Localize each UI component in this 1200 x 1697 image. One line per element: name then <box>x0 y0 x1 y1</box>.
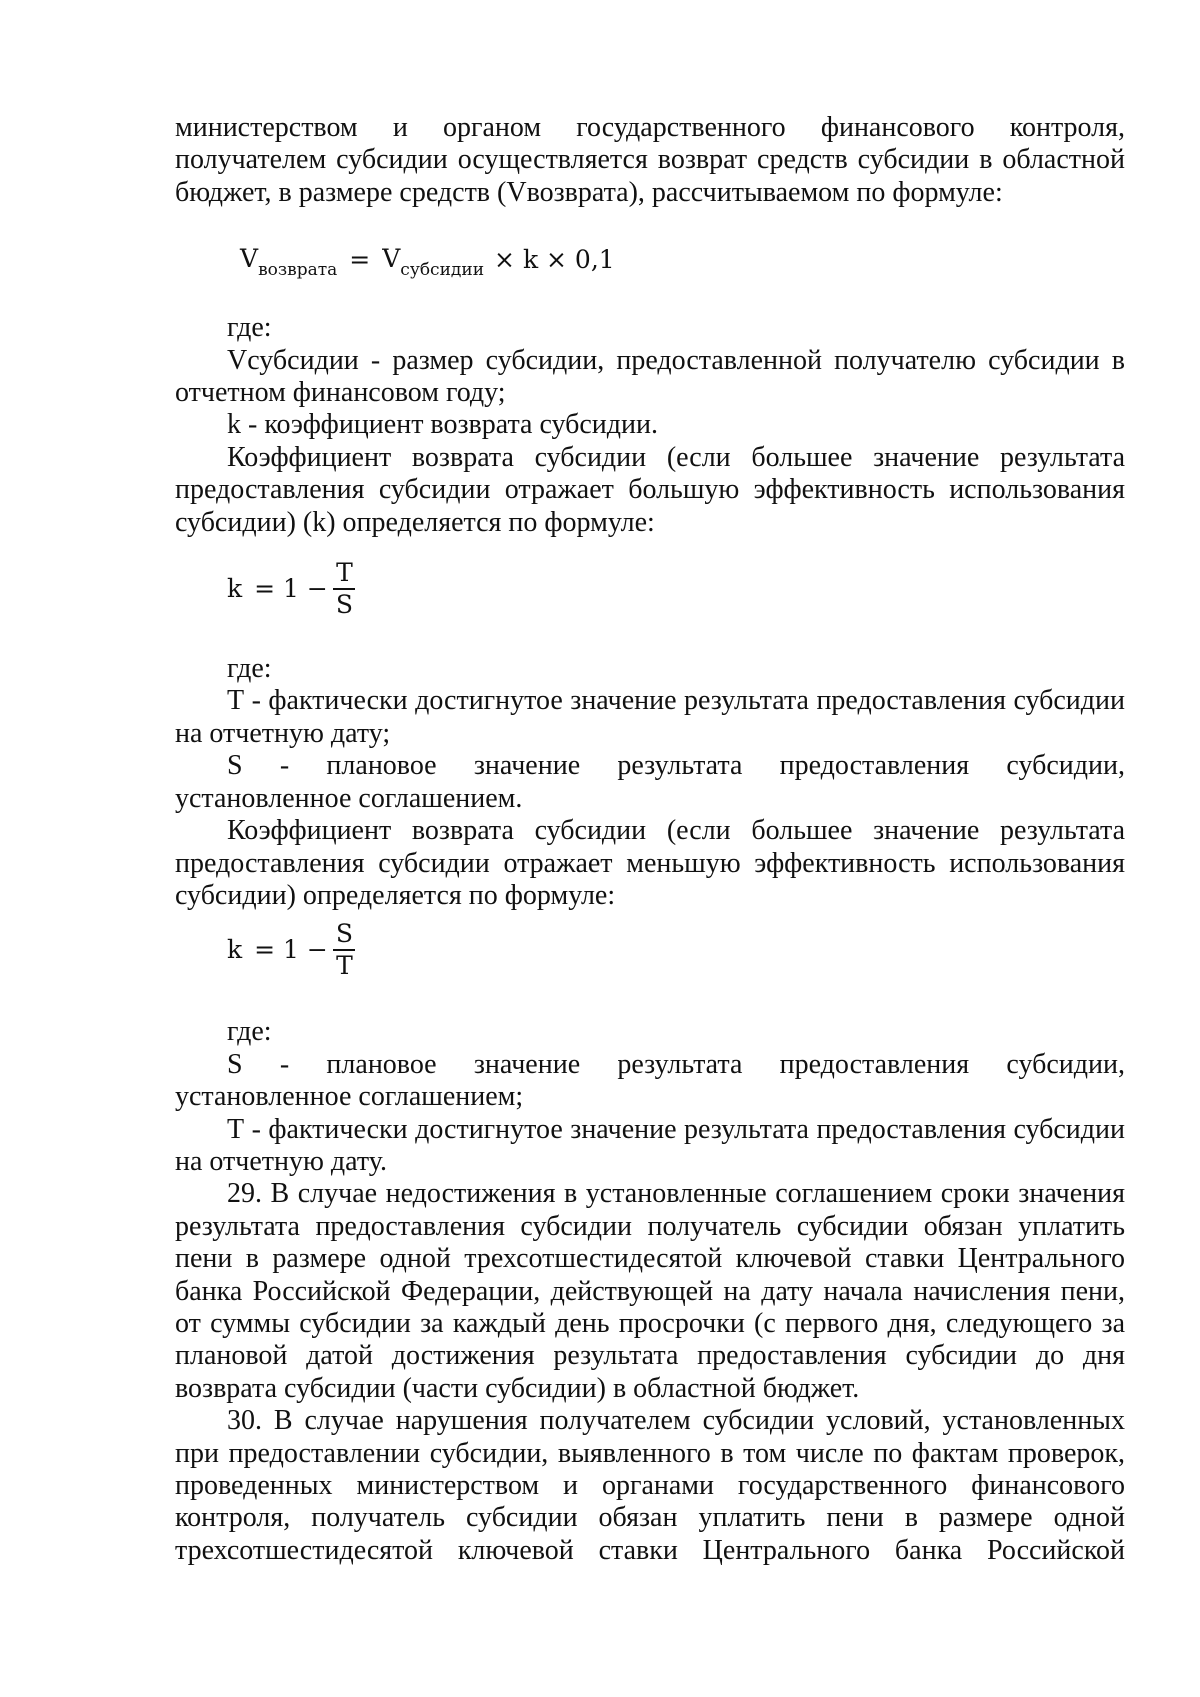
formula-k-s-over-t <box>175 914 1125 986</box>
document-page <box>175 112 1125 1567</box>
where-label: где: <box>227 312 272 344</box>
paragraph-s-definition: S - плановое значение результата предоставления субсидии, установленное соглашением. <box>175 750 1125 814</box>
formula-one-minus: = 1 − <box>254 935 328 965</box>
fraction-t-over-s <box>332 558 357 620</box>
formula-return-volume <box>175 242 1125 278</box>
fraction-s-over-t <box>332 919 357 981</box>
paragraph-coefficient-greater-effect: Коэффициент возврата субсидии (если большее значение результата предоставления субсидии отражает большую эффективность использования субсидии) (k) определяется по формуле: <box>175 441 1125 538</box>
paragraph-return-intro: министерством и органом государственного финансового контроля, получателем субсидии осуществляется возврат средств субсидии в областной бюджет, в размере средств (Vвозврата), рассчитываемом по формуле: <box>175 112 1125 208</box>
paragraph-clause-30: 30. В случае нарушения получателем субсидии условий, установленных при предоставлении субсидии, выявленного в том числе по фактам проверок, проведенных министерством и органами государственного финансового контроля, получатель субсидии обязан уплатить пени в размере одной трехсотшестидесятой ключевой ставки Центрального банка Российской <box>175 1405 1125 1566</box>
paragraph-clause-29: 29. В случае недостижения в установленные соглашением сроки значения результата предоставления субсидии получатель субсидии обязан уплатить пени в размере одной трехсотшестидесятой ключевой ставки Центрального банка Российской Федерации, действующей на дату начала начисления пени, от суммы субсидии за каждый день просрочки (с первого дня, следующего за плановой датой достижения результата предоставления субсидии до дня возврата субсидии (части субсидии) в областной бюджет. <box>175 1178 1125 1404</box>
paragraph-vsubsidy-definition: Vсубсидии - размер субсидии, предоставленной получателю субсидии в отчетном финансовом году; <box>175 344 1125 409</box>
paragraph-k-definition: k - коэффициент возврата субсидии. <box>227 409 659 441</box>
formula-equals: = <box>349 245 371 275</box>
fraction-numerator: T <box>336 558 353 588</box>
formula-v-subsidy: $V_{субсидии}$ <box>382 243 485 280</box>
formula-v-return: $V_{возврата}$ <box>240 243 338 280</box>
formula-one-minus: = 1 − <box>254 573 328 603</box>
paragraph-s-definition: S - плановое значение результата предоставления субсидии, установленное соглашением; <box>175 1048 1125 1113</box>
fraction-denominator: S <box>335 590 353 620</box>
formula-k: k <box>227 573 243 603</box>
paragraph-coefficient-lesser-effect: Коэффициент возврата субсидии (если большее значение результата предоставления субсидии отражает меньшую эффективность использования субсидии) определяется по формуле: <box>175 815 1125 911</box>
formula-k-t-over-s <box>175 553 1125 625</box>
formula-multiplier: × k × 0,1 <box>494 245 615 275</box>
fraction-numerator: S <box>335 919 353 949</box>
where-label: где: <box>227 1016 272 1048</box>
where-label: где: <box>227 653 272 685</box>
paragraph-t-definition: Т - фактически достигнутое значение результата предоставления субсидии на отчетную дату. <box>175 1113 1125 1177</box>
fraction-denominator: T <box>336 951 353 981</box>
paragraph-t-definition: Т - фактически достигнутое значение результата предоставления субсидии на отчетную дату; <box>175 685 1125 749</box>
formula-k: k <box>227 935 243 965</box>
